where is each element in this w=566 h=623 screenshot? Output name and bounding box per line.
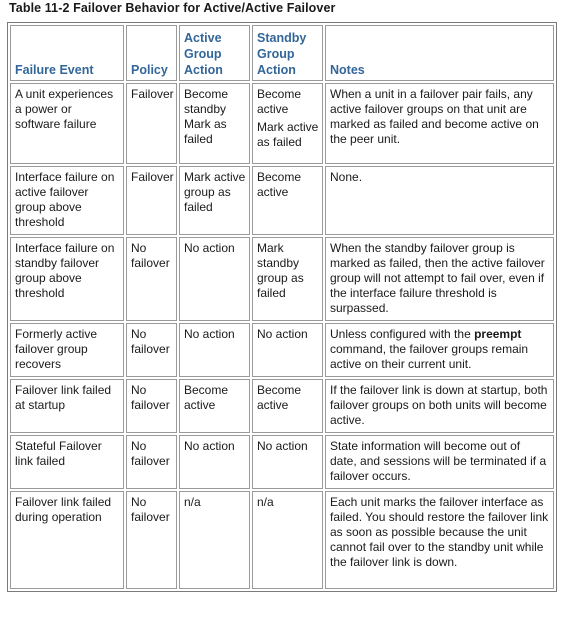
cell-failure-event: Failover link failed at startup — [10, 379, 124, 433]
standby-action-line: Mark active as failed — [257, 120, 319, 149]
header-row — [10, 25, 554, 81]
cell-active-group-action: Become active — [179, 379, 250, 433]
cell-notes — [325, 323, 554, 377]
active-action-line: Mark as failed — [184, 117, 227, 146]
cell-active-group-action: No action — [179, 237, 250, 321]
cell-active-group-action: No action — [179, 323, 250, 377]
standby-action-line: Become active — [257, 87, 302, 116]
cell-standby-group-action: Mark standby group as failed — [252, 237, 323, 321]
cell-policy: No failover — [126, 323, 177, 377]
header-notes: Notes — [325, 25, 554, 81]
cell-notes: None. — [325, 166, 554, 235]
header-policy: Policy — [126, 25, 177, 81]
cell-notes: When a unit in a failover pair fails, any active failover groups on that unit are marked as failed and become active on the peer unit. — [325, 83, 554, 164]
cell-policy: Failover — [126, 166, 177, 235]
table-row — [10, 435, 554, 489]
cell-failure-event: Interface failure on active failover group above threshold — [10, 166, 124, 235]
notes-text: Unless configured with the — [330, 327, 475, 341]
active-action-line: Become standby — [184, 87, 229, 116]
notes-text: command, the failover groups remain active on their current unit. — [330, 342, 529, 371]
cell-notes: If the failover link is down at startup, both failover groups on both units will become active. — [325, 379, 554, 433]
cell-notes: When the standby failover group is marked as failed, then the active failover group will not attempt to fail over, even if the interface failure threshold is surpassed. — [325, 237, 554, 321]
table-row — [10, 379, 554, 433]
header-standby-group-action: Standby Group Action — [252, 25, 323, 81]
cell-standby-group-action: Become active — [252, 166, 323, 235]
table-row — [10, 491, 554, 589]
cell-standby-group-action — [252, 83, 323, 164]
cell-policy: No failover — [126, 379, 177, 433]
cell-policy: No failover — [126, 435, 177, 489]
cell-active-group-action: n/a — [179, 491, 250, 589]
cell-standby-group-action: n/a — [252, 491, 323, 589]
cell-standby-group-action: No action — [252, 435, 323, 489]
cell-active-group-action: No action — [179, 435, 250, 489]
cell-failure-event: Formerly active failover group recovers — [10, 323, 124, 377]
cell-standby-group-action: Become active — [252, 379, 323, 433]
cell-active-group-action: Mark active group as failed — [179, 166, 250, 235]
table-caption: Table 11-2 Failover Behavior for Active/Active Failover — [9, 1, 336, 15]
cell-notes: Each unit marks the failover interface as failed. You should restore the failover link as soon as possible because the unit cannot fail over to the standby unit while the failover link is down. — [325, 491, 554, 589]
cell-failure-event: Interface failure on standby failover group above threshold — [10, 237, 124, 321]
cell-failure-event: Failover link failed during operation — [10, 491, 124, 589]
table-row — [10, 166, 554, 235]
preempt-keyword: preempt — [474, 327, 522, 341]
cell-failure-event: Stateful Failover link failed — [10, 435, 124, 489]
table-row — [10, 323, 554, 377]
table-row — [10, 83, 554, 164]
failover-behavior-table — [7, 22, 557, 592]
cell-failure-event: A unit experiences a power or software failure — [10, 83, 124, 164]
cell-active-group-action — [179, 83, 250, 164]
cell-notes: State information will become out of date, and sessions will be terminated if a failover occurs. — [325, 435, 554, 489]
header-active-group-action: Active Group Action — [179, 25, 250, 81]
table-row — [10, 237, 554, 321]
cell-policy: Failover — [126, 83, 177, 164]
cell-standby-group-action: No action — [252, 323, 323, 377]
cell-policy: No failover — [126, 237, 177, 321]
header-failure-event: Failure Event — [10, 25, 124, 81]
cell-policy: No failover — [126, 491, 177, 589]
